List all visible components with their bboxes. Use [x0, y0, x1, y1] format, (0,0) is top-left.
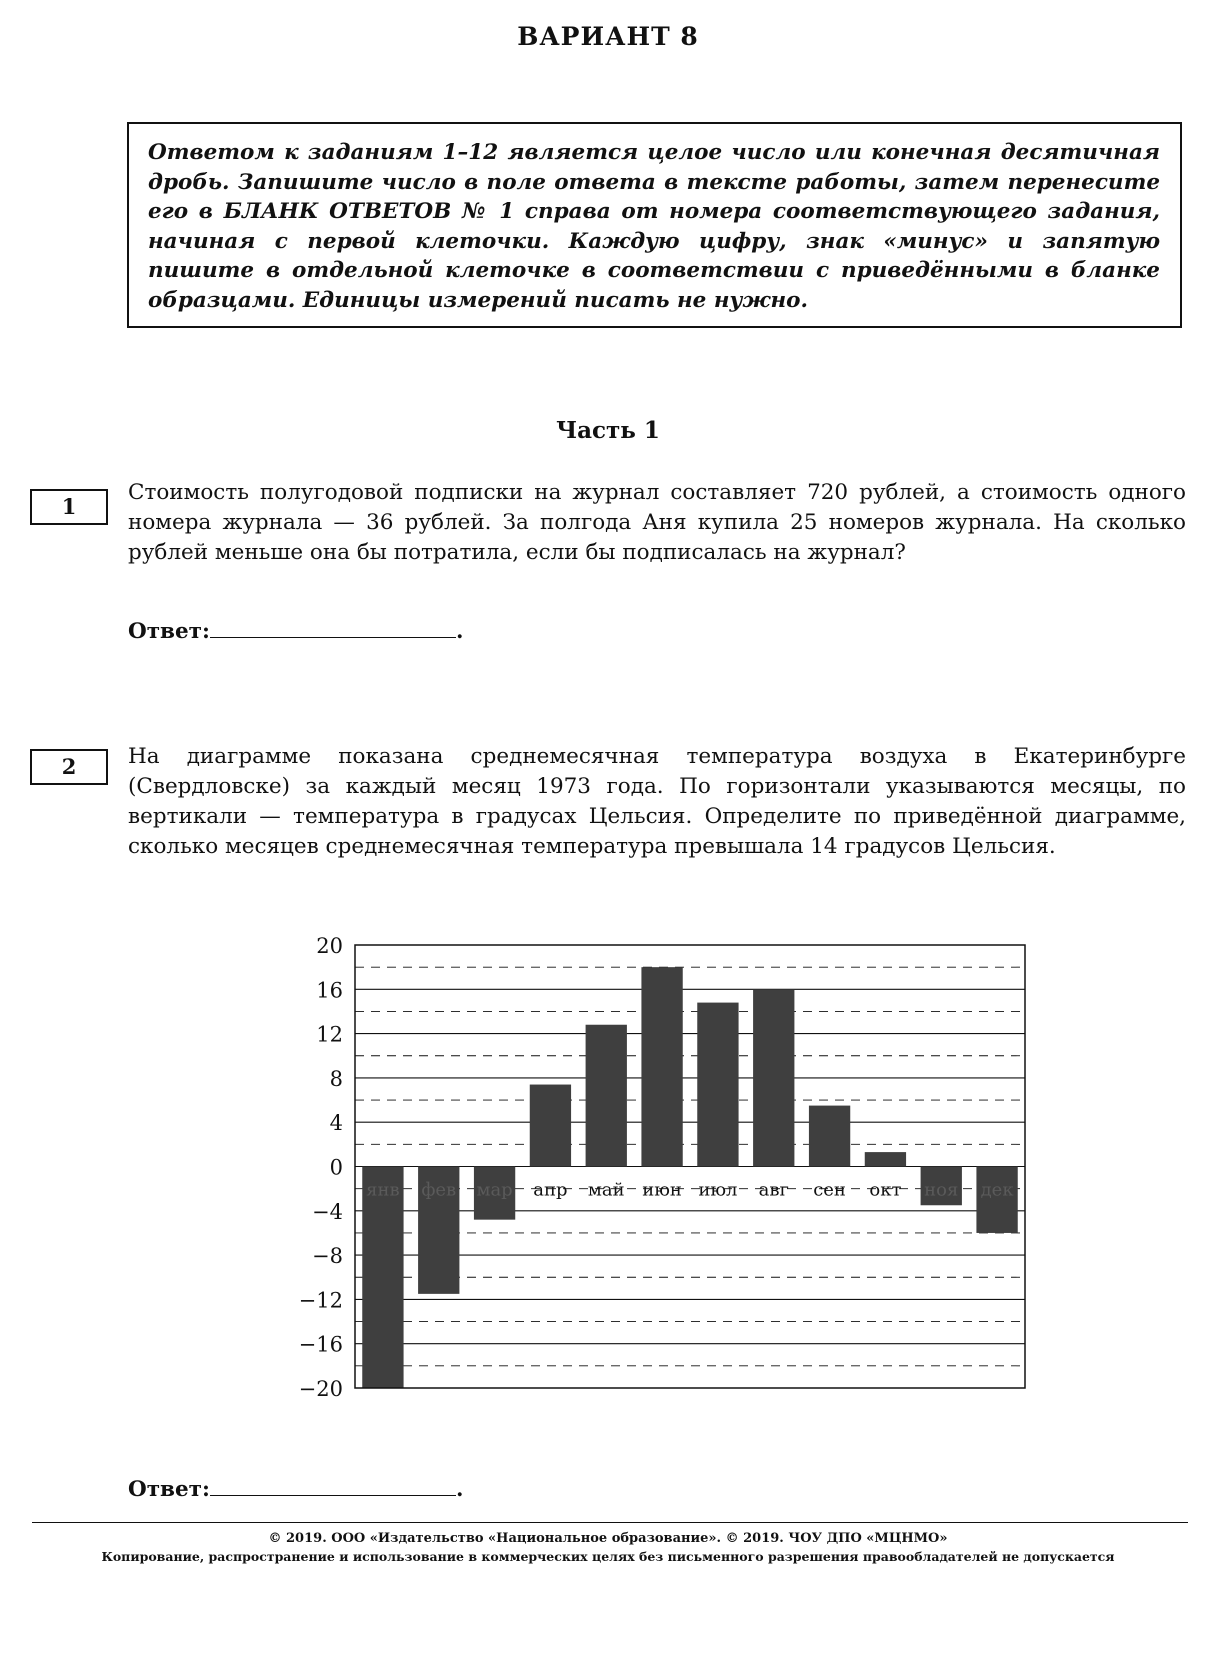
- y-tick-label: 20: [316, 934, 343, 958]
- footer-notice: Копирование, распространение и использование в коммерческих целях без письменного разрешения правообладателей не допускается: [101, 1549, 1115, 1564]
- month-label-авг: авг: [758, 1179, 789, 1201]
- y-tick-label: −16: [298, 1332, 343, 1357]
- month-label-сен: сен: [813, 1179, 846, 1201]
- instruction-box: [127, 122, 1182, 328]
- task-2-answer: [128, 1475, 463, 1502]
- month-label-янв: янв: [366, 1179, 400, 1201]
- bar-июл: [697, 1003, 738, 1167]
- footer-divider: [32, 1522, 1188, 1523]
- task-1-text: Стоимость полугодовой подписки на журнал составляет 720 рублей, а стоимость одного номера журнала — 36 рублей. За полгода Аня купила 25 номеров журнала. На сколько рублей меньше она бы потратила, если бы подписалась на журнал?: [128, 480, 1186, 565]
- month-label-дек: дек: [980, 1179, 1014, 1201]
- y-tick-label: 16: [316, 978, 343, 1003]
- task-2-answer-line[interactable]: [210, 1475, 456, 1496]
- month-label-мар: мар: [476, 1179, 513, 1201]
- month-label-фев: фев: [421, 1179, 457, 1201]
- y-tick-label: −4: [312, 1199, 343, 1224]
- y-tick-label: 0: [329, 1155, 343, 1180]
- bar-сен: [809, 1106, 850, 1167]
- instruction-text: Ответом к заданиям 1–12 является целое число или конечная десятичная дробь. Запишите число в поле ответа в тексте работы, затем перенесите его в БЛАНК ОТВЕТОВ № 1 справа от номера соответствующего задания, начиная с первой клеточки. Каждую цифру, знак «минус» и запятую пишите в отдельной клеточке в соответствии с приведёнными в бланке образцами. Единицы измерений писать не нужно.: [148, 140, 1160, 313]
- task-1-number: 1: [30, 489, 108, 525]
- task-1-answer-label: Ответ:: [128, 619, 210, 644]
- y-tick-label: 12: [316, 1022, 343, 1047]
- task-1-answer-line[interactable]: [210, 617, 456, 638]
- footer-copyright: © 2019. ООО «Издательство «Национальное образование». © 2019. ЧОУ ДПО «МЦНМО»: [268, 1531, 948, 1546]
- y-tick-label: −12: [298, 1288, 343, 1313]
- task-2-number: 2: [30, 749, 108, 785]
- y-tick-label: −8: [312, 1244, 343, 1269]
- page-title: ВАРИАНТ 8: [517, 22, 699, 51]
- bar-май: [586, 1025, 627, 1167]
- y-tick-label: 4: [329, 1111, 343, 1136]
- chart-y-ticks: [299, 934, 343, 1400]
- month-label-апр: апр: [533, 1179, 568, 1201]
- month-label-ноя: ноя: [924, 1179, 959, 1201]
- task-2-text: На диаграмме показана среднемесячная температура воздуха в Екатеринбурге (Свердловске) за каждый месяц 1973 года. По горизонтали указываются месяцы, по вертикали — температура в градусах Цельсия. Определите по приведённой диаграмме, сколько месяцев среднемесячная температура превышала 14 градусов Цельсия.: [128, 744, 1186, 859]
- bar-авг: [753, 989, 794, 1166]
- task-1-answer-end: .: [455, 619, 464, 644]
- y-tick-label: −20: [298, 1377, 343, 1400]
- bar-июн: [641, 967, 682, 1166]
- temperature-chart: [270, 930, 1040, 1400]
- part-title: Часть 1: [556, 417, 660, 444]
- bar-окт: [865, 1152, 906, 1166]
- task-2-answer-end: .: [455, 1477, 464, 1502]
- month-label-май: май: [587, 1179, 625, 1201]
- task-1-answer: [128, 617, 463, 644]
- chart-bars: [362, 967, 1017, 1388]
- chart-month-labels: [366, 1180, 1014, 1201]
- month-label-июн: июн: [642, 1179, 682, 1201]
- month-label-окт: окт: [869, 1179, 902, 1201]
- month-label-июл: июл: [698, 1179, 738, 1201]
- bar-апр: [530, 1085, 571, 1167]
- task-2-answer-label: Ответ:: [128, 1477, 210, 1502]
- y-tick-label: 8: [329, 1066, 343, 1091]
